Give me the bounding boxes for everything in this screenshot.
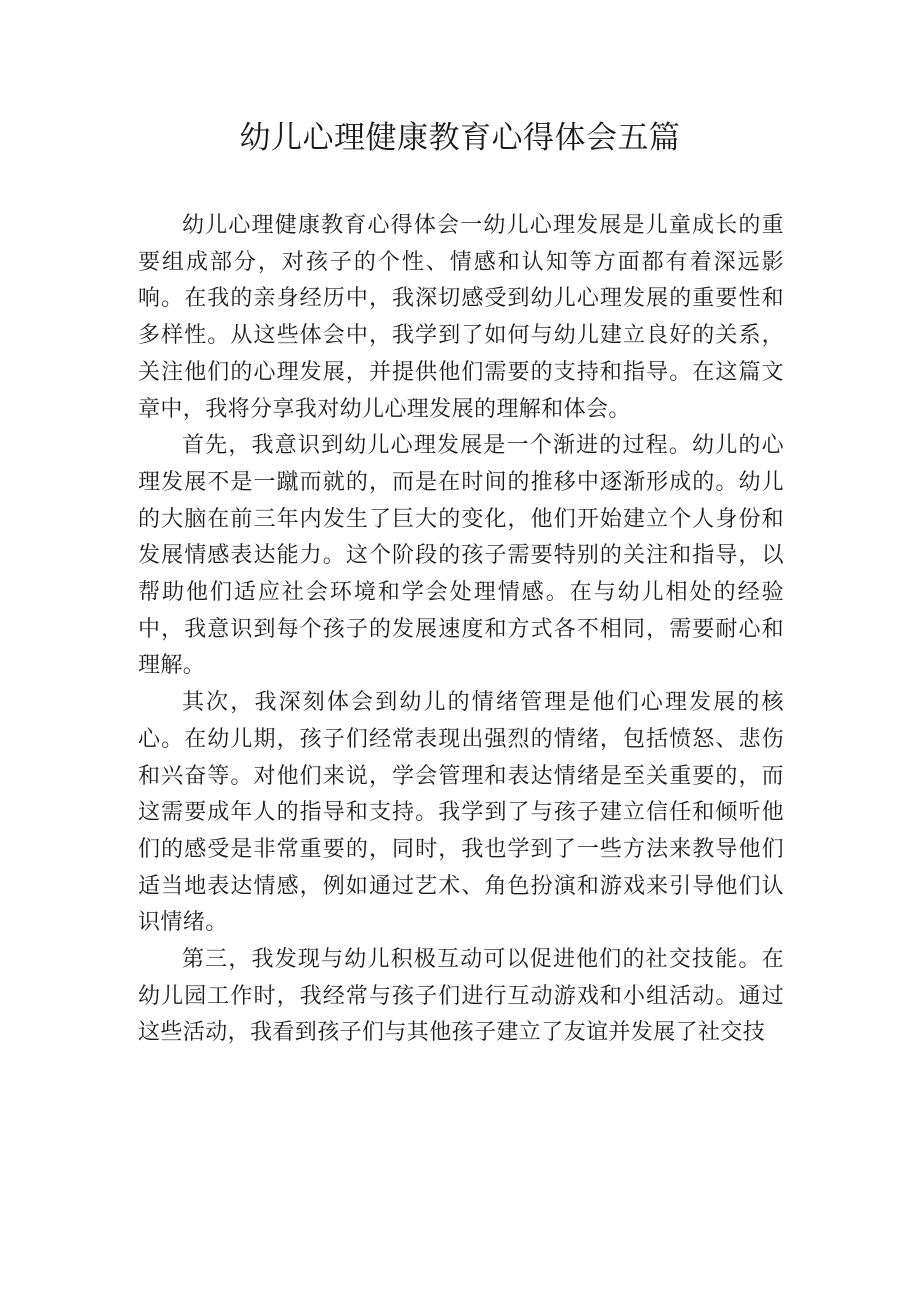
paragraph-4: 第三，我发现与幼儿积极互动可以促进他们的社交技能。在幼儿园工作时，我经常与孩子们进行互动游戏和小组活动。通过这些活动，我看到孩子们与其他孩子建立了友谊并发展了社交技 — [138, 947, 784, 1046]
paragraph-1: 幼儿心理健康教育心得体会一幼儿心理发展是儿童成长的重要组成部分，对孩子的个性、情感和认知等方面都有着深远影响。在我的亲身经历中，我深切感受到幼儿心理发展的重要性和多样性。从这些体会中，我学到了如何与幼儿建立良好的关系，关注他们的心理发展，并提供他们需要的支持和指导。在这篇文章中，我将分享我对幼儿心理发展的理解和体会。 — [138, 213, 784, 422]
document-title: 幼儿心理健康教育心得体会五篇 — [239, 120, 681, 156]
paragraph-2: 首先，我意识到幼儿心理发展是一个渐进的过程。幼儿的心理发展不是一蹴而就的，而是在时间的推移中逐渐形成的。幼儿的大脑在前三年内发生了巨大的变化，他们开始建立个人身份和发展情感表达能力。这个阶段的孩子需要特别的关注和指导，以帮助他们适应社会环境和学会处理情感。在与幼儿相处的经验中，我意识到每个孩子的发展速度和方式各不相同，需要耐心和理解。 — [138, 433, 784, 679]
paragraph-3: 其次，我深刻体会到幼儿的情绪管理是他们心理发展的核心。在幼儿期，孩子们经常表现出强烈的情绪，包括愤怒、悲伤和兴奋等。对他们来说，学会管理和表达情绪是至关重要的，而这需要成年人的指导和支持。我学到了与孩子建立信任和倾听他们的感受是非常重要的，同时，我也学到了一些方法来教导他们适当地表达情感，例如通过艺术、角色扮演和游戏来引导他们认识情绪。 — [138, 690, 784, 936]
document-body — [138, 208, 784, 1052]
